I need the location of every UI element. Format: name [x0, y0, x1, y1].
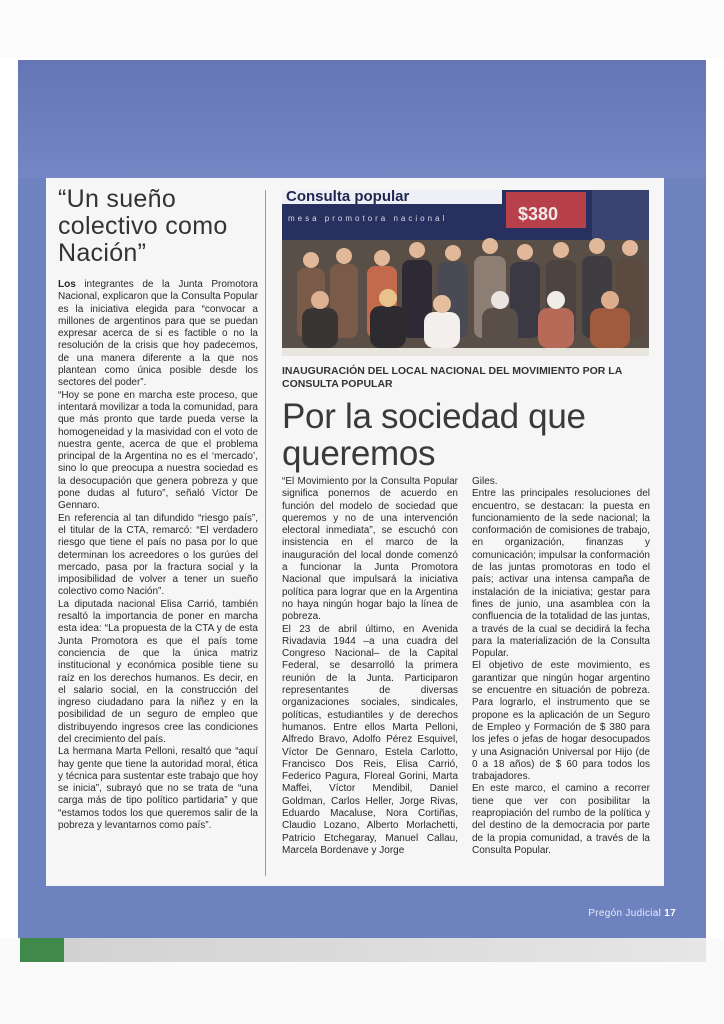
scan-edge-gray — [64, 938, 706, 962]
banner-subtitle: mesa promotora nacional — [288, 214, 448, 223]
main-article-paragraph: El 23 de abril último, en Avenida Rivadavia 1944 –a una cuadra del Congreso Nacional– de la Capital Federal, se desarrolló la primera reunión de la Junta. Participaron representantes de diversas organizaciones sociales, sindicales, políticas, estudiantiles y de derechos humanos. Entre ellos Marta Pelloni, Alfredo Bravo, Adolfo Pérez Esquivel, Víctor De Gennaro, Estela Carlotto, Francisco Dos Reis, Elisa Carrió, Federico Pagura, Floreal Gorini, Marta Maffei, Víctor Mendibil, Daniel Goldman, Carlos Heller, Jorge Rivas, Eduardo Macaluse, Nora Cortiñas, Claudio Lozano, Alberto Morlachetti, Patricio Etchegaray, Manuel Callau, Marcela Bordenave y Jorge — [282, 623, 458, 856]
main-article-paragraph: El objetivo de este movimiento, es garantizar que ningún hogar argentino se encuentre en situación de pobreza. Para lograrlo, el instrumento que se propone es la aplicación de un Seguro de Empleo y Formación de $ 380 para los jefes o jefas de hogar desocupados y una Asignación Universal por Hijo (de 0 a 18 años) de $ 60 para todos los trabajadores. — [472, 660, 650, 783]
side-article-paragraph: La diputada nacional Elisa Carrió, también resaltó la importancia de poner en marcha esta idea: “La propuesta de la CTA y de esta Junta Promotora es que el país tome conciencia de que la única matriz institucional y económica posible tiene su raíz en los derechos humanos. Es decir, en el salario social, en la construcción del ingreso ciudadano para la niñez y en la posibilidad de un seguro de empleo que distribuyendo ingresos cree las condiciones del crecimiento del país. — [58, 598, 258, 745]
lead-word: Los — [58, 279, 76, 290]
main-article-column-1 — [282, 476, 458, 857]
event-photo-illustration — [282, 190, 649, 356]
scan-edge-green — [20, 938, 64, 962]
banner-title: Consulta popular — [286, 190, 410, 205]
main-article-paragraph: Entre las principales resoluciones del encuentro, se destacan: la puesta en funcionamiento de la sede nacional; la conformación de comisiones de trabajo, en organización, finanzas y comunicación; impulsar la conformación de las juntas promotoras en todo el país; activar una intensa campaña de instalación de la iniciativa; gestar para fines de junio, una asamblea con la confluencia de la totalidad de las juntas, a través de la cual se decidirá la fecha para la materialización de la Consulta Popular. — [472, 488, 650, 660]
event-photo — [282, 190, 649, 356]
band-top-shade — [18, 60, 706, 178]
publication-name: Pregón Judicial — [588, 908, 662, 919]
main-article-paragraph: En este marco, el camino a recorrer tiene que ver con posibilitar la reapropiación del rumbo de la política y del destino de la democracia por parte de la propia comunidad, a través de la Consulta Popular. — [472, 783, 650, 856]
side-article-paragraph: “Hoy se pone en marcha este proceso, que intentará movilizar a toda la comunidad, para que más pronto que tarde pueda verse la homogeneidad y la masividad con el voto de nuestra gente, acerca de que el problema principal de la Argentina no es el ‘mercado’, sino lo que preocupa a nuestra sociedad es la desocupación que genera pobreza y que pone dudas al futuro”, señaló Víctor De Gennaro. — [58, 389, 258, 512]
main-article-column-2 — [472, 476, 650, 857]
scan-margin-top — [0, 0, 724, 58]
side-article-paragraph: La hermana Marta Pelloni, resaltó que “aquí hay gente que tiene la autoridad moral, ética y técnica para sustentar este trabajo que hoy se inicia”, subrayó que no se trata de “una carga más de tipo político partidaria” y que “estamos todos los que queremos salir de la pobreza y levantarnos como país”. — [58, 746, 258, 832]
banner-sign: $380 — [518, 204, 559, 224]
side-article-body — [58, 279, 258, 832]
main-article-paragraph: “El Movimiento por la Consulta Popular significa ponernos de acuerdo en función del modelo de sociedad que queremos y no de una intervención electoral inmediata”, se escuchó con insistencia en el marco de la inauguración del local donde comenzó a funcionar la Junta Promotora Nacional que impulsará la iniciativa política para lograr que en la Argentina no haya ningún hogar bajo la línea de pobreza. — [282, 476, 458, 623]
main-article-paragraph: Giles. — [472, 476, 498, 487]
side-article-headline: “Un sueño colectivo como Nación” — [58, 185, 228, 267]
side-article-paragraph: En referencia al tan difundido “riesgo país”, el titular de la CTA, remarcó: “El verdadero riesgo que tiene el país no pasa por lo que determinan los acreedores o los gurúes del mercado, pasa por la fractura social y la imposibilidad de volver a tener un sueño colectivo como Nación”. — [58, 512, 258, 598]
side-article-paragraph — [58, 279, 258, 390]
column-divider — [265, 190, 266, 876]
page-number: 17 — [664, 908, 676, 919]
main-article-headline: Por la sociedad que queremos — [282, 397, 586, 473]
paragraph-text: integrantes de la Junta Promotora Nacional, explicaron que la Consulta Popular es la iniciativa elegida para “convocar a millones de argentinos para que se puedan expresar acerca de si es factible o no la resolución de la crisis que hoy padecemos, de una manera diferente a la que nos plantean como única posible desde los sectores del poder”. — [58, 279, 258, 389]
page-footer — [588, 908, 676, 919]
article-kicker: INAUGURACIÓN DEL LOCAL NACIONAL DEL MOVIMIENTO POR LA CONSULTA POPULAR — [282, 365, 622, 390]
